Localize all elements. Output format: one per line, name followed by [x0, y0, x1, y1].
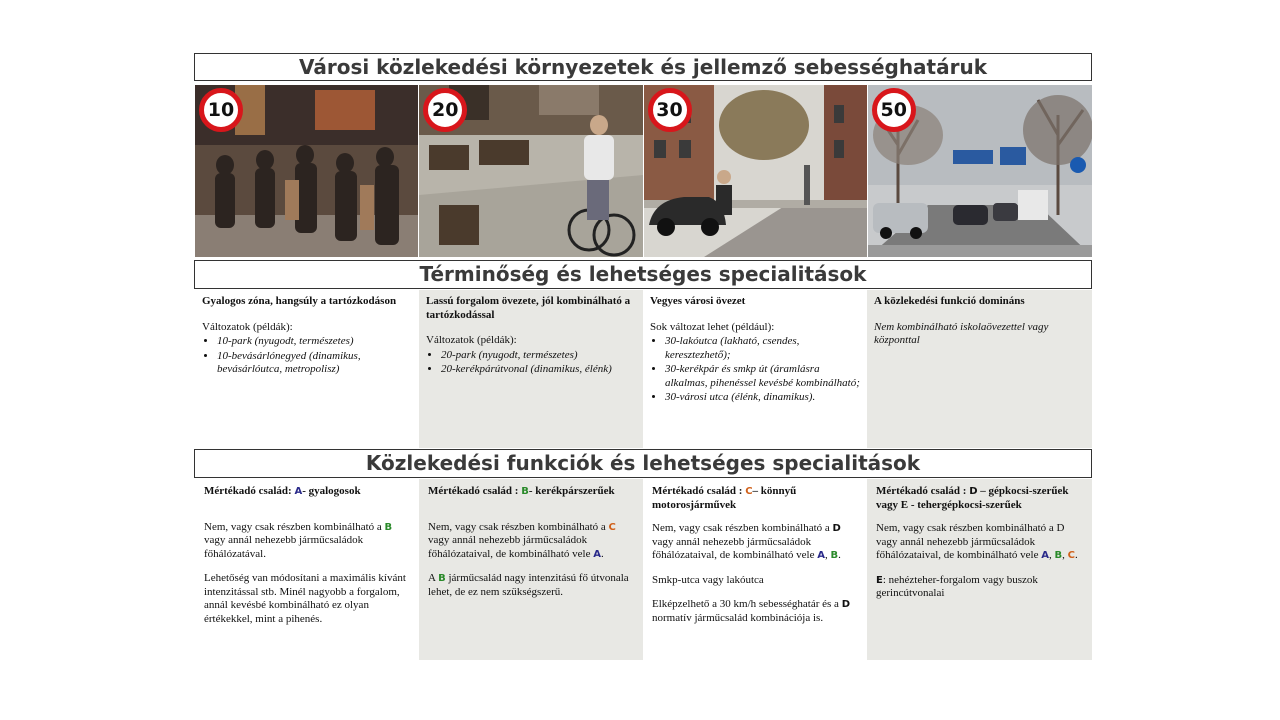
list-item: • 10-park (nyugodt, természetes) [217, 335, 412, 349]
quality-col-30 [643, 290, 867, 448]
list-item: • 10-bevásárlónegyed (dinamikus, bevásárlóutca, metropolisz) [217, 350, 412, 377]
speed-sign-20: 20 [423, 88, 467, 132]
quality-col-50 [867, 290, 1092, 448]
function-col-d [867, 479, 1092, 660]
list-item: • 30-lakóutca (lakható, csendes, keresztezhető); [665, 335, 860, 362]
function-text: E: nehézteher-forgalom vagy buszok gerincútvonalai [876, 573, 1038, 599]
photo-mixed-zone [644, 85, 868, 257]
quality-col-20 [419, 290, 643, 448]
quality-sub: Változatok (példák): [202, 320, 293, 333]
quality-sub: Sok változat lehet (például): [650, 320, 775, 333]
quality-head: Lassú forgalom övezete, jól kombinálható a tartózkodással [426, 295, 631, 321]
function-text: Nem, vagy csak részben kombinálható a C vagy annál nehezebb járműcsaládok főhálózataival, de kombinálható vele A. [428, 520, 616, 560]
quality-list [202, 335, 412, 377]
function-text: A B járműcsalád nagy intenzitású fő útvonala lehet, de ez nem szükségszerű. [428, 572, 629, 598]
function-col-a [195, 479, 419, 660]
function-text: Smkp-utca vagy lakóutca [652, 573, 764, 586]
quality-sub: Változatok (példák): [426, 334, 517, 346]
list-item: • 20-kerékpárútvonal (dinamikus, élénk) [441, 363, 636, 377]
function-head: Mértékadó család : C– könnyű motorosjárművek [652, 485, 797, 511]
quality-head: Gyalogos zóna, hangsúly a tartózkodáson [202, 295, 397, 307]
function-text: Nem, vagy csak részben kombinálható a D vagy annál nehezebb járműcsaládok főhálózataival, de kombinálható vele A, B, C. [876, 522, 1078, 561]
function-col-c [643, 479, 867, 660]
function-head: Mértékadó család : B- kerékpárszerűek [428, 485, 615, 497]
functions-section-title: Közlekedési funkciók és lehetséges specialitások [194, 449, 1092, 478]
function-text: Nem, vagy csak részben kombinálható a D vagy annál nehezebb járműcsaládok főhálózataival, de kombinálható vele A, B. [652, 522, 841, 561]
function-head: Mértékadó család : D – gépkocsi-szerűek vagy E - tehergépkocsi-szerűek [876, 485, 1069, 511]
quality-col-10 [195, 290, 419, 448]
function-head: Mértékadó család: A- gyalogosok [204, 485, 361, 497]
functions-section [195, 479, 1092, 660]
main-title: Városi közlekedési környezetek és jellemző sebességhatáruk [194, 53, 1092, 81]
function-text: Lehetőség van módosítani a maximális kívánt intenzitással stb. Minél nagyobb a forgalom, annál kevésbé kombinálható ez olyan értékekkel, mint a pihenés. [204, 572, 406, 625]
quality-list [650, 335, 860, 405]
speed-sign-50: 50 [872, 88, 916, 132]
quality-list [426, 349, 636, 377]
function-text: Nem, vagy csak részben kombinálható a B vagy annál nehezebb járműcsaládok főhálózatával. [204, 520, 393, 560]
photo-traffic-dominant [868, 85, 1092, 257]
function-col-b [419, 479, 643, 660]
quality-head: Vegyes városi övezet [650, 295, 746, 307]
list-item: • 20-park (nyugodt, természetes) [441, 349, 636, 363]
speed-sign-10: 10 [199, 88, 243, 132]
quality-section-title: Términőség és lehetséges specialitások [194, 260, 1092, 289]
function-text: Elképzelhető a 30 km/h sebességhatár és a D normatív járműcsalád kombinációja is. [652, 598, 850, 624]
photo-strip [195, 85, 1092, 257]
quality-section [195, 290, 1092, 448]
quality-note: Nem kombinálható iskolaövezettel vagy központtal [874, 320, 1049, 346]
photo-slow-traffic [419, 85, 643, 257]
photo-pedestrian-zone [195, 85, 419, 257]
speed-sign-30: 30 [648, 88, 692, 132]
list-item: • 30-kerékpár és smkp út (áramlásra alkalmas, pihenéssel kevésbé kombinálható; [665, 363, 860, 390]
quality-head: A közlekedési funkció domináns [874, 295, 1025, 307]
list-item: • 30-városi utca (élénk, dinamikus). [665, 391, 860, 405]
